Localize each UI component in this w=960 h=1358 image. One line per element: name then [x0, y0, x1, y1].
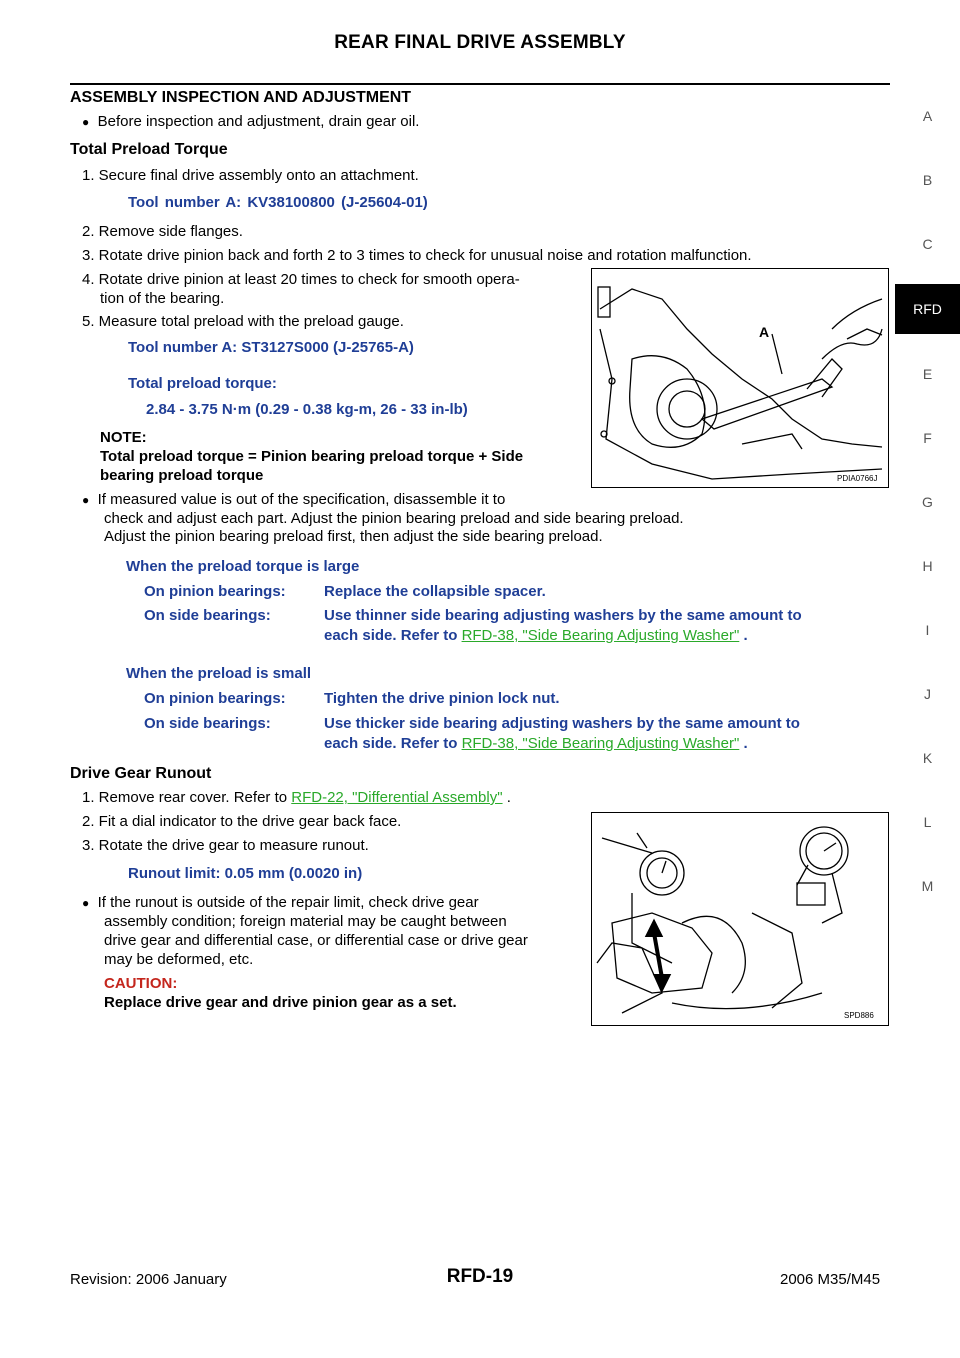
runout-step-2: 2. Fit a dial indicator to the drive gear back face.	[82, 813, 402, 830]
preload-small-heading: When the preload is small	[126, 665, 312, 682]
preload-step-1: 1. Secure final drive assembly onto an attachment.	[82, 167, 419, 184]
runout-limit: Runout limit: 0.05 mm (0.0020 in)	[128, 865, 363, 882]
runout-bullet-line-4: may be deformed, etc.	[104, 951, 254, 968]
bullet-icon: ●	[82, 493, 90, 507]
side-tab-m[interactable]: M	[921, 878, 934, 894]
side-tab-e[interactable]: E	[922, 366, 933, 382]
runout-bullet-line-1: If the runout is outside of the repair limit, check drive gear	[97, 894, 479, 911]
side-tab-b[interactable]: B	[922, 172, 933, 188]
runout-step-1	[82, 788, 511, 807]
runout-bullet-line-2: assembly condition; foreign material may be caught between	[104, 913, 507, 930]
footer-model: 2006 M35/M45	[780, 1271, 881, 1288]
adjust-bullet-line-3: Adjust the pinion bearing preload first, then adjust the side bearing preload.	[104, 528, 603, 545]
note-line-1: Total preload torque = Pinion bearing preload torque + Side	[100, 448, 524, 465]
runout-step-3: 3. Rotate the drive gear to measure runout.	[82, 837, 369, 854]
figure-label-a: A	[759, 324, 770, 340]
large-side-refer-text: each side. Refer to	[324, 627, 458, 644]
note-line-2: bearing preload torque	[100, 467, 264, 484]
adjust-bullet-line-1: If measured value is out of the specification, disassemble it to	[97, 491, 506, 508]
footer-revision: Revision: 2006 January	[70, 1271, 227, 1288]
side-tab-rfd-active[interactable]: RFD	[895, 284, 960, 334]
side-tab-h[interactable]: H	[922, 558, 933, 574]
figure-code-2: SPD886	[844, 1011, 874, 1020]
link-side-bearing-washer[interactable]: RFD-38, "Side Bearing Adjusting Washer"	[461, 627, 740, 644]
preload-step-5: 5. Measure total preload with the preload gauge.	[82, 313, 404, 330]
caution-text: Replace drive gear and drive pinion gear as a set.	[104, 994, 457, 1011]
footer-page-number: RFD-19	[446, 1266, 514, 1287]
preload-step-4-line-1: 4. Rotate drive pinion at least 20 times to check for smooth opera-	[82, 271, 520, 288]
side-tab-a[interactable]: A	[922, 108, 933, 124]
side-tab-c[interactable]: C	[922, 236, 933, 252]
caution-label: CAUTION:	[104, 975, 178, 992]
side-tab-k[interactable]: K	[922, 750, 933, 766]
runout-bullet-item	[82, 893, 479, 913]
section-title: ASSEMBLY INSPECTION AND ADJUSTMENT	[70, 89, 412, 106]
adjust-bullet-line-2: check and adjust each part. Adjust the pinion bearing preload and side bearing preload.	[104, 510, 684, 527]
side-tab-f[interactable]: F	[923, 430, 932, 446]
large-side-text-1: Use thinner side bearing adjusting washers by the same amount to	[324, 607, 802, 624]
large-side-label: On side bearings:	[144, 607, 271, 624]
preload-step-2: 2. Remove side flanges.	[82, 223, 243, 240]
runout-step-1-text: 1. Remove rear cover. Refer to	[82, 789, 288, 806]
small-side-label: On side bearings:	[144, 715, 271, 732]
link-side-bearing-washer-2[interactable]: RFD-38, "Side Bearing Adjusting Washer"	[461, 735, 740, 752]
runout-bullet-line-3: drive gear and differential case, or differential case or drive gear	[104, 932, 528, 949]
note-label: NOTE:	[100, 429, 147, 446]
large-pinion-label: On pinion bearings:	[144, 583, 286, 600]
side-tab-l[interactable]: L	[923, 814, 932, 830]
small-pinion-label: On pinion bearings:	[144, 690, 286, 707]
period: .	[743, 735, 748, 752]
preload-large-heading: When the preload torque is large	[126, 558, 360, 575]
bullet-icon: ●	[82, 115, 90, 129]
tool-number-2: Tool number A: ST3127S000 (J-25765-A)	[128, 339, 414, 356]
small-side-refer-text: each side. Refer to	[324, 735, 458, 752]
preload-gauge-illustration	[592, 269, 888, 487]
side-tab-i[interactable]: I	[925, 622, 930, 638]
large-pinion-text: Replace the collapsible spacer.	[324, 583, 546, 600]
tool-number-1	[128, 194, 428, 211]
small-pinion-text: Tighten the drive pinion lock nut.	[324, 690, 560, 707]
figure-dial-indicator	[591, 812, 889, 1026]
link-differential-assembly[interactable]: RFD-22, "Differential Assembly"	[291, 789, 503, 806]
figure-preload-gauge	[591, 268, 889, 488]
large-side-text-2	[324, 627, 748, 644]
intro-bullet-text: Before inspection and adjustment, drain gear oil.	[97, 113, 420, 130]
side-tab-j[interactable]: J	[924, 686, 931, 702]
small-side-text-2	[324, 735, 748, 752]
tool-number-1-text: Tool number A: KV38100800 (J-25604-01)	[128, 194, 428, 211]
adjust-bullet-item	[82, 490, 505, 510]
subsection-title-total-preload: Total Preload Torque	[70, 141, 228, 158]
bullet-icon: ●	[82, 896, 90, 910]
period: .	[743, 627, 748, 644]
header-divider	[70, 83, 890, 85]
intro-bullet-item	[82, 112, 419, 132]
page-header-title: REAR FINAL DRIVE ASSEMBLY	[334, 32, 626, 53]
preload-step-3: 3. Rotate drive pinion back and forth 2 to 3 times to check for unusual noise and rotation malfunction.	[82, 247, 752, 264]
side-tab-g[interactable]: G	[922, 494, 933, 510]
figure-code-1: PDIA0766J	[837, 474, 878, 483]
small-side-text-1: Use thicker side bearing adjusting washers by the same amount to	[324, 715, 800, 732]
torque-spec-value: 2.84 - 3.75 N·m (0.29 - 0.38 kg-m, 26 - 33 in-lb)	[146, 401, 468, 418]
subsection-title-runout: Drive Gear Runout	[70, 765, 212, 782]
torque-spec-label: Total preload torque:	[128, 375, 277, 392]
period: .	[506, 789, 511, 806]
preload-step-4-line-2: tion of the bearing.	[100, 290, 225, 307]
dial-indicator-illustration	[592, 813, 888, 1025]
